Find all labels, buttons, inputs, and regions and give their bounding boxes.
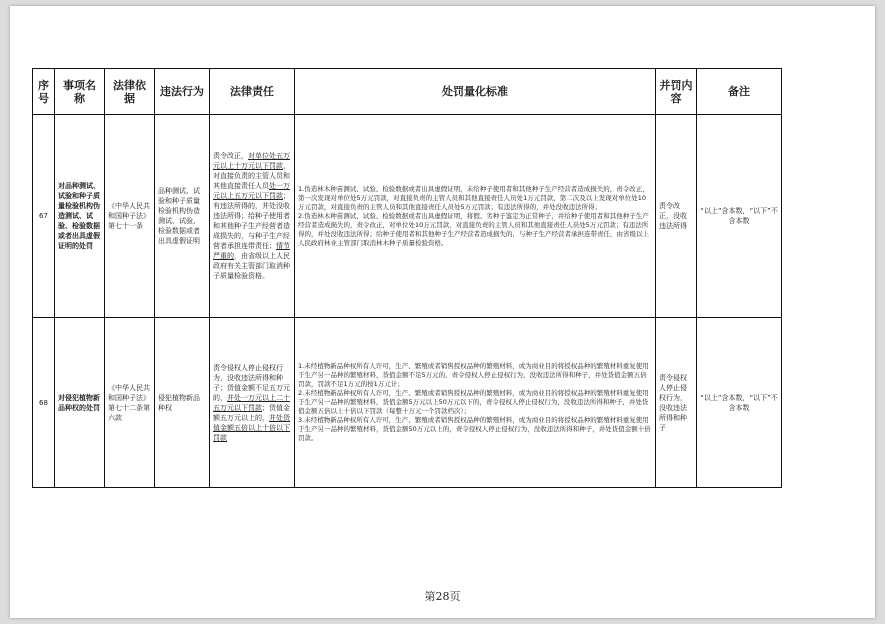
row-name: 对侵犯植物新品种权的处罚 bbox=[55, 318, 105, 488]
row-name: 对品种测试、试验和种子质量检验机构伪造测试、试验、检验数据或者出具虚假证明的处罚 bbox=[55, 115, 105, 318]
header-name: 事项名称 bbox=[55, 69, 105, 115]
row-no: 67 bbox=[33, 115, 55, 318]
row-act: 侵犯植物新品种权 bbox=[155, 318, 210, 488]
liability-text: ，对直接负责的主管人员和其他直接责任人员 bbox=[213, 162, 290, 190]
liability-text: 并处货值金额五倍以上十倍以下罚款 bbox=[213, 413, 290, 442]
header-act: 违法行为 bbox=[155, 69, 210, 115]
table-row bbox=[33, 115, 782, 318]
liability-text: 对单位处五万元以上十万元以下罚款 bbox=[213, 152, 290, 170]
row-liability bbox=[210, 115, 295, 318]
row-remark: “以上”含本数，“以下”不含本数 bbox=[697, 318, 782, 488]
row-no: 68 bbox=[33, 318, 55, 488]
standard-item: 2.未经植物新品种权所有人许可，生产、繁殖或者销售授权品种的繁殖材料，或为商业目的将授权品种的繁殖材料重复使用于生产另一品种的繁殖材料，货值金额5万元以上50万元以下的，责令侵权人停止侵权行为，没收违法所得和种子，并处货值金额五倍以上十倍以下罚款（每整十万元一个罚款档次）； bbox=[298, 389, 649, 415]
header-no: 序号 bbox=[33, 69, 55, 115]
standard-item: 3.未经植物新品种权所有人许可，生产、繁殖或者销售授权品种的繁殖材料，或为商业目的将授权品种的繁殖材料重复使用于生产另一品种的繁殖材料，货值金额50万元以上的，责令侵权人停止侵权行为，没收违法所得和种子，并处货值金额十倍罚款。 bbox=[298, 416, 651, 442]
header-row bbox=[33, 69, 782, 115]
liability-text: 责令改正， bbox=[213, 152, 248, 160]
page-number: 第28页 bbox=[424, 590, 461, 603]
header-basis: 法律依据 bbox=[105, 69, 155, 115]
header-remark: 备注 bbox=[697, 69, 782, 115]
liability-text: ；货值金额五万元以上的， bbox=[213, 403, 290, 422]
standard-item: 2.伪造林木种苗测试、试验、检验数据或者出具虚假证明，将假、劣种子鉴定为正常种子，并给种子使用者和其他种子生产经营者造成损失的，责令改正，对单位处10万元罚款，对直接负责的主管人员和其他直接责任人员处5万元罚款；有违法所得的，并处没收违法所得；给种子使用者和其他种子生产经营者造成损失的，与种子生产经营者承担连带责任，由省级以上人民政府林业主管部门取消林木种子质量检验资格。 bbox=[298, 211, 649, 247]
document-page bbox=[10, 6, 875, 618]
standard-item: 1.未经植物新品种权所有人许可，生产、繁殖或者销售授权品种的繁殖材料，或为商业目的将授权品种的繁殖材料重复使用于生产另一品种的繁殖材料，货值金额不足5万元的，责令侵权人停止侵权行为，没收违法所得和种子，并处货值金额五倍罚款，罚款不足1万元的按1万元计； bbox=[298, 362, 649, 388]
row-act: 品种测试、试验和种子质量检验机构伪造测试、试验、检验数据或者出具虚假证明 bbox=[155, 115, 210, 318]
liability-text: 责令侵权人停止侵权行为，没收违法所得和种子；货值金额不足五万元的， bbox=[213, 363, 290, 402]
row-liability bbox=[210, 318, 295, 488]
liability-text: 情节严重的 bbox=[213, 242, 290, 260]
liability-text: ；有违法所得的，并处没收违法所得；给种子使用者和其他种子生产经营者造成损失的，与种子生产经营者承担连带责任； bbox=[213, 192, 290, 250]
row-remark: “以上”含本数，“以下”不含本数 bbox=[697, 115, 782, 318]
row-combined: 责令侵权人停止侵权行为，没收违法所得和种子 bbox=[656, 318, 697, 488]
header-standard: 处罚量化标准 bbox=[295, 69, 656, 115]
row-combined: 责令改正，没收违法所得 bbox=[656, 115, 697, 318]
liability-text: 处一万元以上五万元以下罚款 bbox=[213, 182, 290, 200]
liability-text: ，由省级以上人民政府有关主管部门取消种子质量检验资格。 bbox=[213, 252, 290, 280]
standard-item: 1.伪造林木种苗测试、试验、检验数据或者出具虚假证明，未给种子使用者和其他种子生产经营者造成损失的，责令改正，第一次发现对单位处5万元罚款，对直接负责的主管人员和其他直接责任人员处1万元罚款，第二次及以上发现对单位处10万元罚款，对直接负责的主管人员和其他直接责任人员处5万元罚款；有违法所得的，并处没收违法所得； bbox=[298, 184, 649, 211]
row-standard bbox=[295, 115, 656, 318]
liability-text: 并处一万元以上二十五万元以下罚款 bbox=[213, 393, 290, 412]
penalty-table bbox=[32, 68, 782, 488]
table-row bbox=[33, 318, 782, 488]
row-basis: 《中华人民共和国种子法》第七十二条第六款 bbox=[105, 318, 155, 488]
header-combined: 并罚内容 bbox=[656, 69, 697, 115]
row-standard bbox=[295, 318, 656, 488]
row-basis: 《中华人民共和国种子法》第七十一条 bbox=[105, 115, 155, 318]
header-liability: 法律责任 bbox=[210, 69, 295, 115]
